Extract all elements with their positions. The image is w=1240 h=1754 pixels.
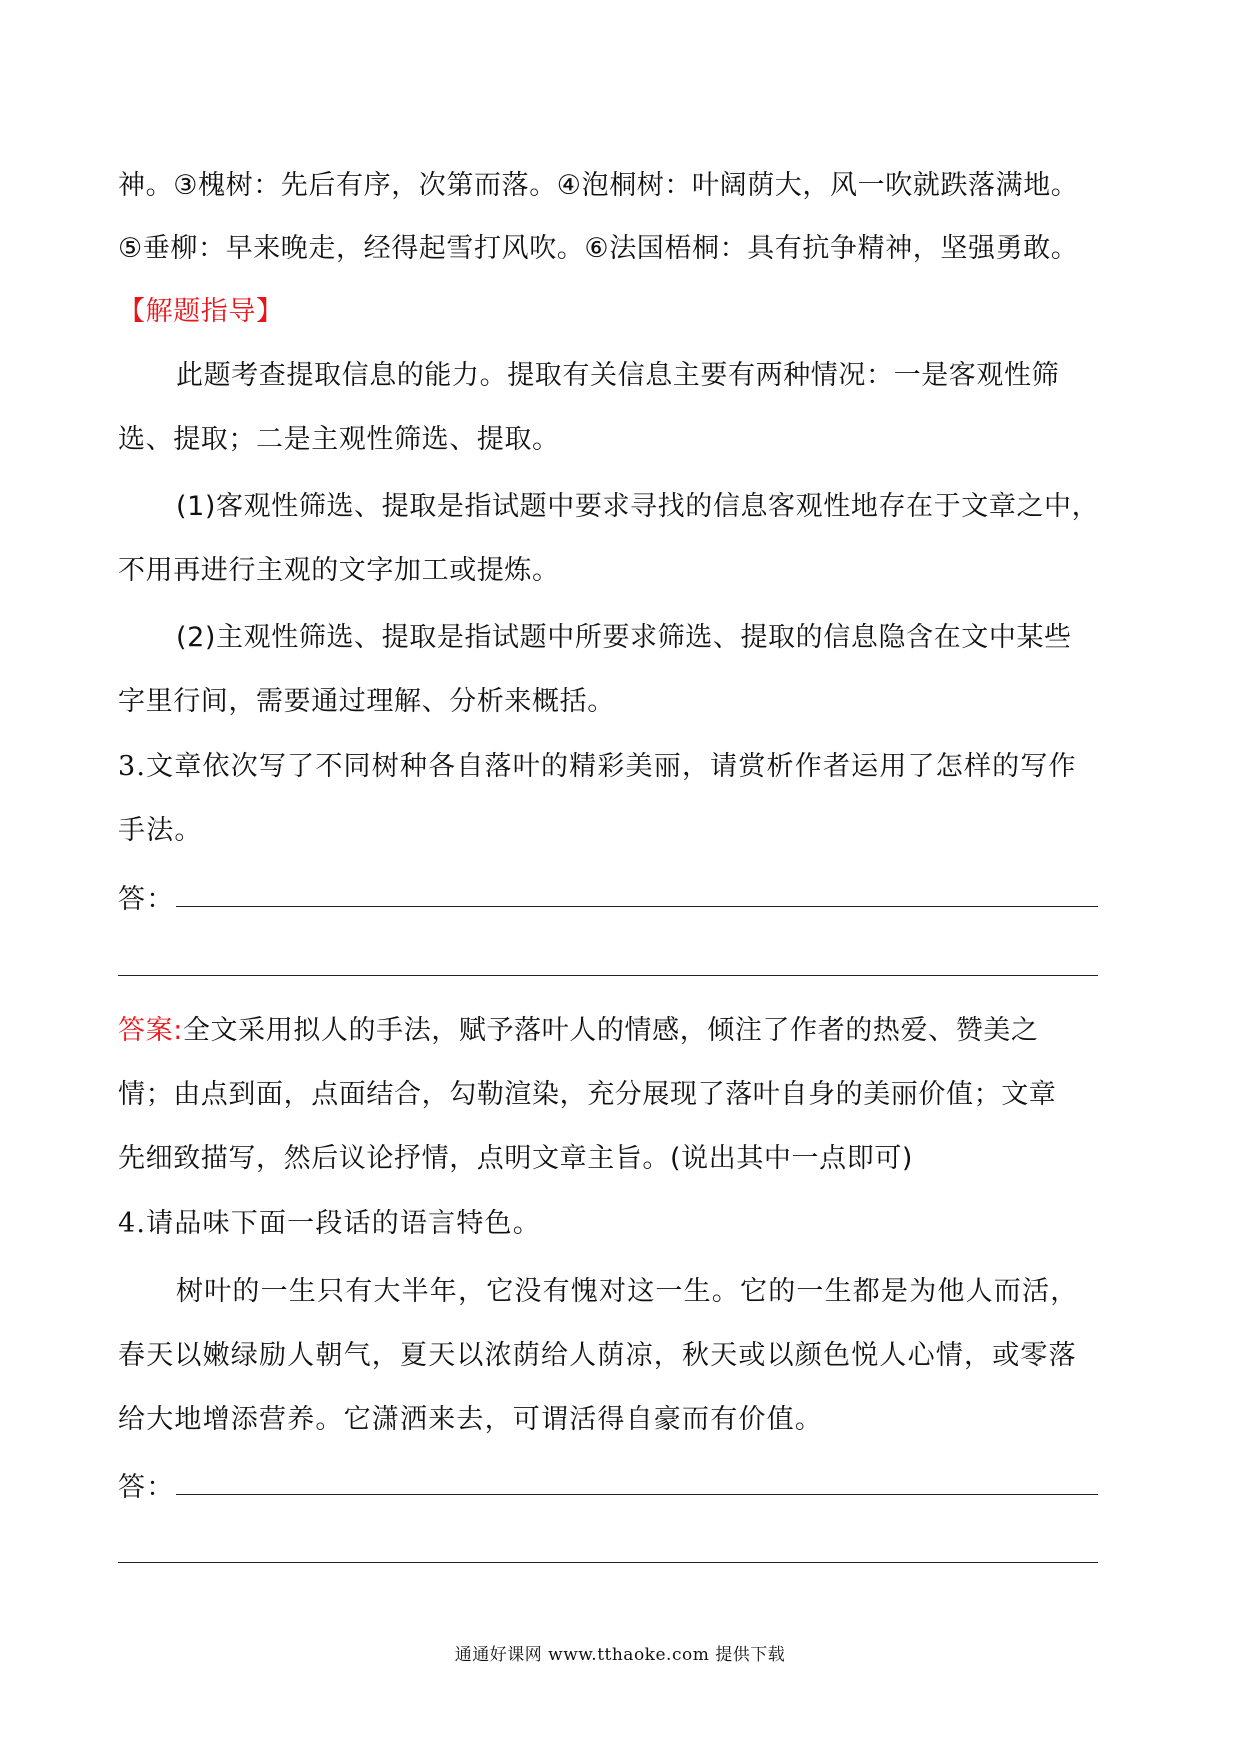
question-4-passage-cont: 春天以嫩绿励人朝气，夏天以浓荫给人荫凉，秋天或以颜色悦人心情，或零落 (118, 1340, 1077, 1371)
page-footer: 通通好课网 www.tthaoke.com 提供下载 (454, 1645, 786, 1665)
answer-blank-line (118, 1562, 1098, 1563)
answer-key-label: 答案: (118, 1015, 183, 1046)
guide-heading: 【解题指导】 (118, 296, 284, 327)
answer-3-text: 全文采用拟人的手法，赋予落叶人的情感，倾注了作者的热爱、赞美之 (182, 1015, 1039, 1046)
answer-blank-line (176, 906, 1098, 907)
guide-paragraph-1-cont: 选、提取；二是主观性筛选、提取。 (118, 424, 560, 455)
guide-paragraph-3: (2)主观性筛选、提取是指试题中所要求筛选、提取的信息隐含在文中某些 (176, 622, 1072, 653)
text-line: ⑤垂柳：早来晚走，经得起雪打风吹。⑥法国梧桐：具有抗争精神，坚强勇敢。 (118, 233, 1079, 264)
question-4-passage: 树叶的一生只有大半年，它没有愧对这一生。它的一生都是为他人而活， (176, 1276, 1079, 1307)
answer-label: 答： (118, 1472, 175, 1503)
text-line: 神。③槐树：先后有序，次第而落。④泡桐树：叶阔荫大，风一吹就跌落满地。 (118, 170, 1079, 201)
answer-label: 答： (118, 884, 175, 915)
guide-paragraph-2-cont: 不用再进行主观的文字加工或提炼。 (118, 555, 560, 586)
answer-3-line-1 (118, 1011, 1128, 1051)
answer-3-line-3: 先细致描写，然后议论抒情，点明文章主旨。(说出其中一点即可) (118, 1143, 914, 1174)
question-3-cont: 手法。 (118, 815, 203, 846)
answer-3-line-2: 情；由点到面，点面结合，勾勒渲染，充分展现了落叶自身的美丽价值；文章 (118, 1079, 1057, 1110)
question-4-passage-cont: 给大地增添营养。它潇洒来去，可谓活得自豪而有价值。 (118, 1404, 823, 1435)
guide-paragraph-3-cont: 字里行间，需要通过理解、分析来概括。 (118, 686, 615, 717)
question-3: 3.文章依次写了不同树种各自落叶的精彩美丽，请赏析作者运用了怎样的写作 (118, 751, 1077, 782)
question-4: 4.请品味下面一段话的语言特色。 (118, 1208, 541, 1239)
answer-blank-line (118, 975, 1098, 976)
guide-paragraph-1: 此题考查提取信息的能力。提取有关信息主要有两种情况：一是客观性筛 (176, 360, 1060, 391)
guide-paragraph-2: (1)客观性筛选、提取是指试题中要求寻找的信息客观性地存在于文章之中， (176, 491, 1100, 522)
answer-blank-line (176, 1494, 1098, 1495)
